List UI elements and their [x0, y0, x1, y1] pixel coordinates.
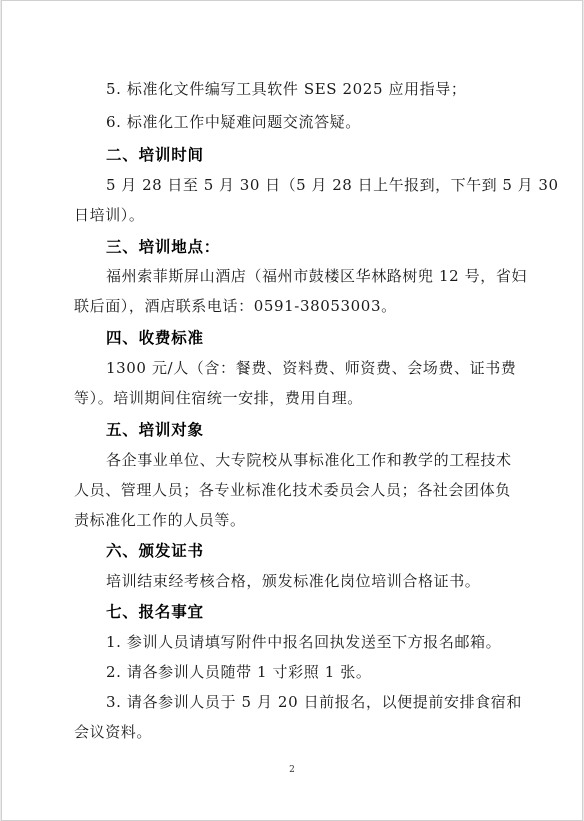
section-heading-fee: 四、收费标准 [106, 328, 204, 347]
page-number: 2 [289, 765, 295, 775]
signup-item-3-line-1: 3. 请各参训人员于 5 月 20 日前报名，以便提前安排食宿和 [106, 693, 522, 711]
training-item-6: 6. 标准化工作中疑难问题交流答疑。 [106, 113, 361, 131]
signup-item-3-line-2: 会议资料。 [74, 723, 153, 741]
certificate-text-line-1: 培训结束经考核合格，颁发标准化岗位培训合格证书。 [106, 572, 481, 590]
target-text-line-2: 人员、管理人员；各专业标准化技术委员会人员；各社会团体负 [74, 481, 511, 499]
target-text-line-3: 责标准化工作的人员等。 [74, 511, 246, 529]
fee-text-line-1: 1300 元/人（含：餐费、资料费、师资费、会场费、证书费 [106, 359, 517, 377]
target-text-line-1: 各企事业单位、大专院校从事标准化工作和教学的工程技术 [106, 451, 512, 469]
section-heading-target: 五、培训对象 [106, 420, 204, 439]
document-page [1, 0, 583, 821]
section-heading-time: 二、培训时间 [106, 145, 204, 164]
place-text-line-1: 福州索菲斯屏山酒店（福州市鼓楼区华林路树兜 12 号，省妇 [106, 267, 528, 285]
signup-item-1: 1. 参训人员请填写附件中报名回执发送至下方报名邮箱。 [106, 633, 502, 651]
time-text-line-1: 5 月 28 日至 5 月 30 日（5 月 28 日上午报到，下午到 5 月 30 [106, 176, 559, 194]
section-heading-certificate: 六、颁发证书 [106, 541, 204, 560]
section-heading-place: 三、培训地点： [106, 237, 221, 256]
signup-item-2: 2. 请各参训人员随带 1 寸彩照 1 张。 [106, 663, 372, 681]
fee-text-line-2: 等）。培训期间住宿统一安排，费用自理。 [74, 389, 363, 407]
place-text-line-2: 联后面），酒店联系电话：0591-38053003。 [74, 297, 397, 315]
time-text-line-2: 日培训）。 [74, 206, 145, 224]
training-item-5: 5. 标准化文件编写工具软件 SES 2025 应用指导； [106, 80, 467, 98]
section-heading-signup: 七、报名事宜 [106, 602, 204, 621]
